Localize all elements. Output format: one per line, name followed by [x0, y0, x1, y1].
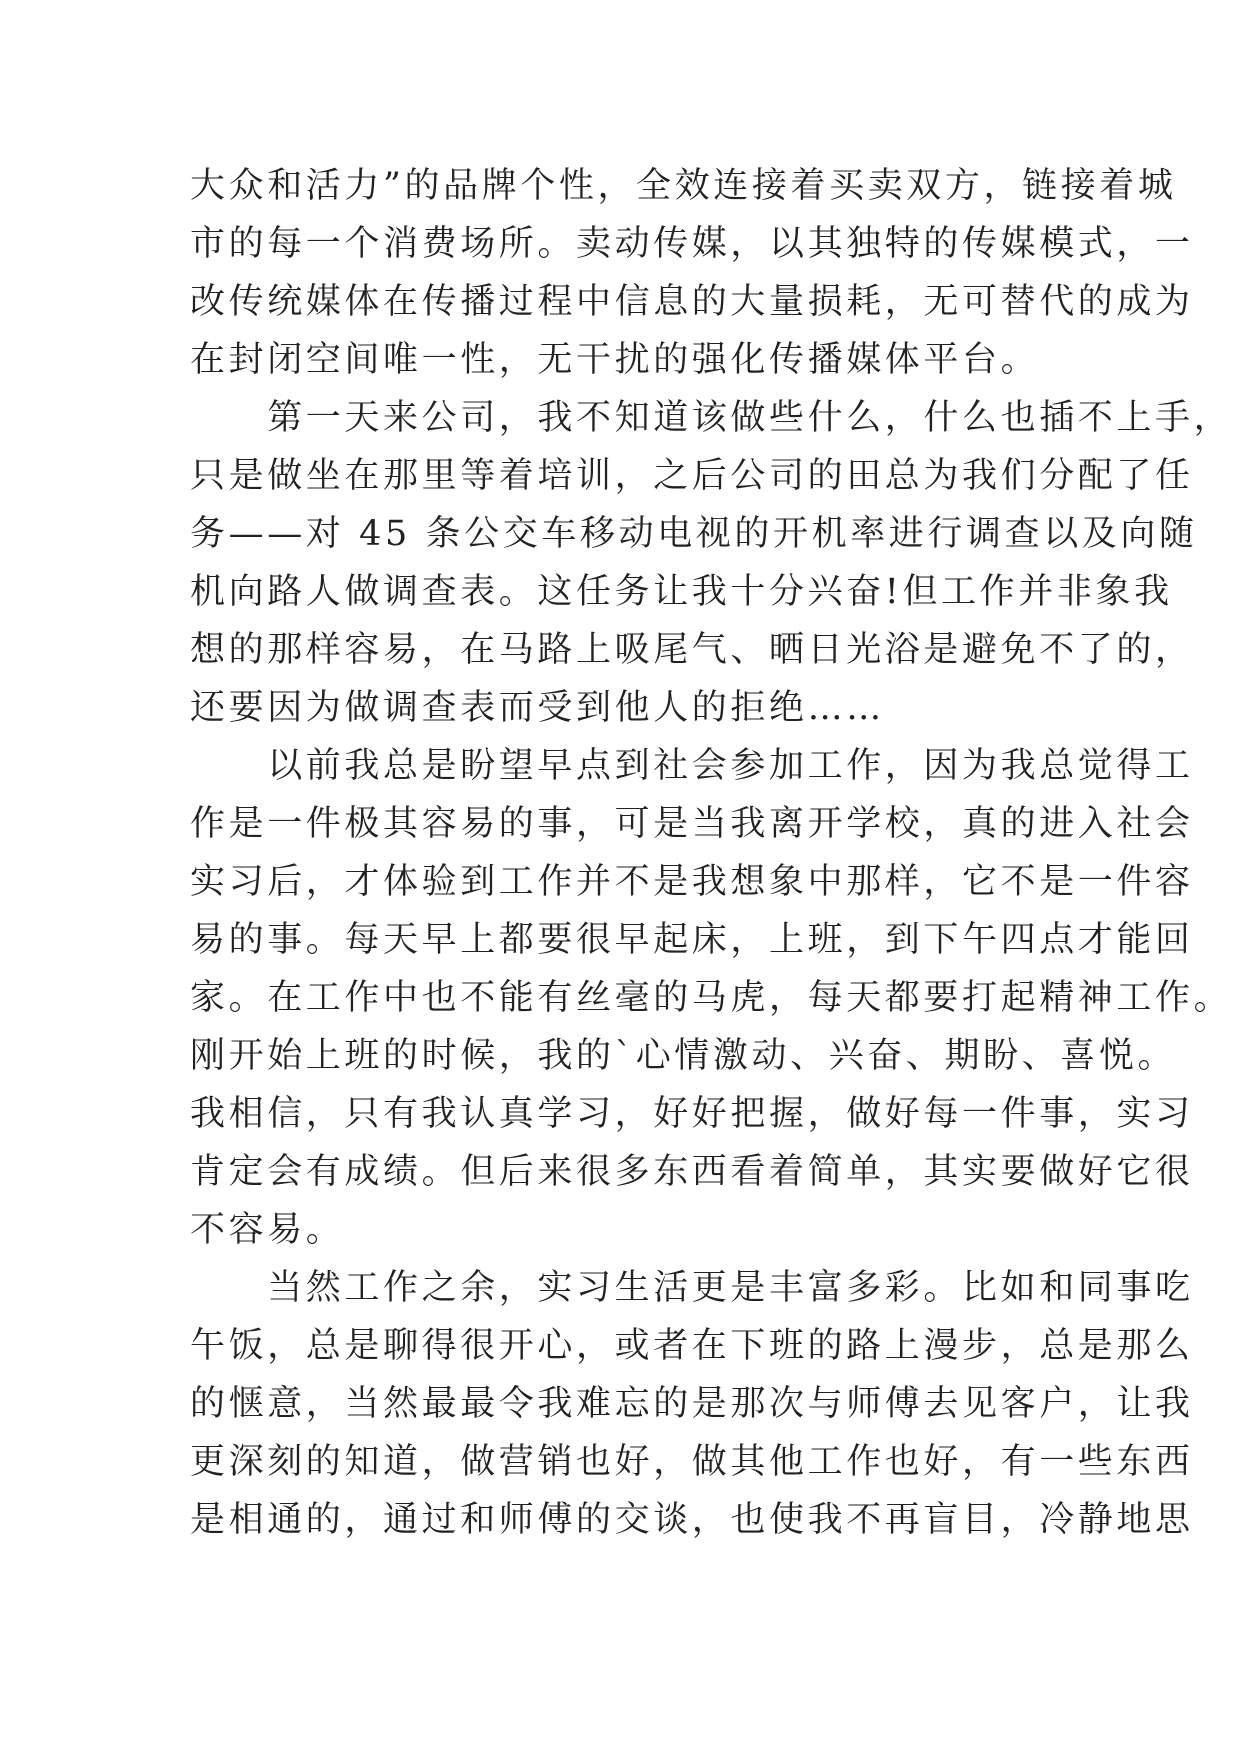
- text-line: 改传统媒体在传播过程中信息的大量损耗，无可替代的成为: [190, 282, 1194, 322]
- body-text: [190, 157, 1233, 1549]
- text-line: 当然工作之余，实习生活更是丰富多彩。比如和同事吃: [190, 1268, 1194, 1308]
- text-line: 机向路人做调查表。这任务让我十分兴奋!但工作并非象我: [190, 572, 1173, 612]
- text-line: 刚开始上班的时候，我的`心情激动、兴奋、期盼、喜悦。: [190, 1036, 1177, 1076]
- text-line: 午饭，总是聊得很开心，或者在下班的路上漫步，总是那么: [190, 1326, 1194, 1366]
- text-line: 实习后，才体验到工作并不是我想象中那样，它不是一件容: [190, 862, 1194, 902]
- text-line: 作是一件极其容易的事，可是当我离开学校，真的进入社会: [190, 804, 1194, 844]
- text-line: 以前我总是盼望早点到社会参加工作，因为我总觉得工: [190, 746, 1194, 786]
- text-line: 我相信，只有我认真学习，好好把握，做好每一件事，实习: [190, 1094, 1194, 1134]
- text-line: 在封闭空间唯一性，无干扰的强化传播媒体平台。: [190, 340, 1040, 380]
- text-line: 更深刻的知道，做营销也好，做其他工作也好，有一些东西: [190, 1442, 1194, 1482]
- text-line: 只是做坐在那里等着培训，之后公司的田总为我们分配了任: [190, 456, 1194, 496]
- text-line: 还要因为做调查表而受到他人的拒绝……: [190, 688, 885, 728]
- text-line: 的惬意，当然最最令我难忘的是那次与师傅去见客户，让我: [190, 1384, 1194, 1424]
- text-line: 家。在工作中也不能有丝毫的马虎，每天都要打起精神工作。: [190, 978, 1233, 1018]
- text-line: 不容易。: [190, 1210, 345, 1250]
- text-line: 肯定会有成绩。但后来很多东西看着简单，其实要做好它很: [190, 1152, 1194, 1192]
- text-line: 是相通的，通过和师傅的交谈，也使我不再盲目，冷静地思: [190, 1500, 1194, 1540]
- text-line: 市的每一个消费场所。卖动传媒，以其独特的传媒模式，一: [190, 224, 1194, 264]
- text-line: 大众和活力”的品牌个性，全效连接着买卖双方，链接着城: [190, 166, 1177, 206]
- text-line: 第一天来公司，我不知道该做些什么，什么也插不上手，: [190, 398, 1233, 438]
- text-line: 务——对 45 条公交车移动电视的开机率进行调查以及向随: [190, 514, 1198, 554]
- text-line: 想的那样容易，在马路上吸尾气、晒日光浴是避免不了的，: [190, 630, 1194, 670]
- text-line: 易的事。每天早上都要很早起床，上班，到下午四点才能回: [190, 920, 1194, 960]
